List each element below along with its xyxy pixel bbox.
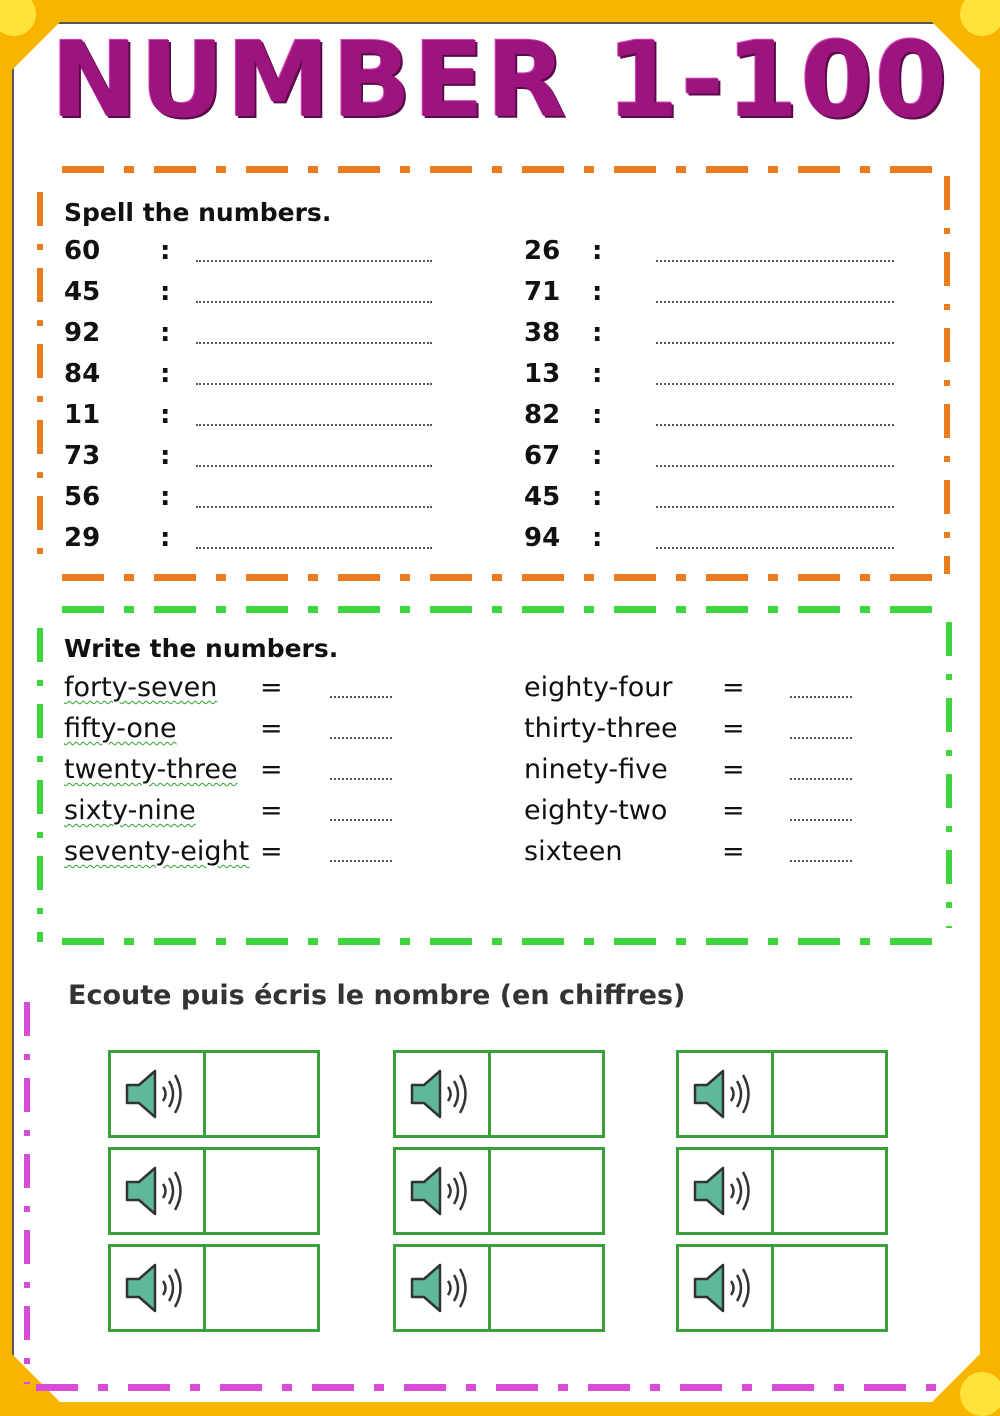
- answer-line[interactable]: [330, 696, 392, 698]
- section2-border-left: [37, 628, 43, 942]
- answer-line[interactable]: [656, 547, 894, 549]
- speaker-icon: [689, 1160, 761, 1222]
- answer-line[interactable]: [656, 506, 894, 508]
- number-label: 29: [64, 523, 101, 553]
- answer-line[interactable]: [196, 260, 432, 262]
- equals-sign: =: [722, 713, 745, 744]
- number-label: 73: [64, 441, 101, 471]
- section1-border-right: [944, 176, 950, 574]
- answer-line[interactable]: [196, 547, 432, 549]
- number-word: eighty-two: [524, 795, 668, 826]
- equals-sign: =: [722, 672, 745, 703]
- answer-field[interactable]: [206, 1247, 317, 1329]
- equals-sign: =: [260, 672, 283, 703]
- section1-border-left: [37, 192, 43, 572]
- number-word: sixteen: [524, 836, 623, 867]
- speaker-icon: [121, 1160, 193, 1222]
- number-label: 84: [64, 359, 101, 389]
- section3-border-bottom: [36, 1384, 936, 1391]
- number-label: 45: [64, 277, 101, 307]
- answer-line[interactable]: [790, 778, 852, 780]
- answer-field[interactable]: [491, 1150, 602, 1232]
- answer-line[interactable]: [330, 778, 392, 780]
- section2-heading: Write the numbers.: [64, 634, 339, 663]
- number-label: 67: [524, 441, 561, 471]
- listening-box: [108, 1244, 320, 1332]
- listening-box: [676, 1147, 888, 1235]
- section2-border-right: [946, 622, 952, 928]
- speaker-icon: [406, 1257, 478, 1319]
- number-label: 45: [524, 482, 561, 512]
- equals-sign: =: [260, 754, 283, 785]
- number-label: 94: [524, 523, 561, 553]
- colon-sign: :: [592, 318, 603, 348]
- answer-field[interactable]: [774, 1053, 885, 1135]
- number-label: 26: [524, 236, 561, 266]
- listening-box: [108, 1050, 320, 1138]
- colon-sign: :: [160, 482, 171, 512]
- number-word: twenty-three: [64, 754, 238, 785]
- listening-box: [108, 1147, 320, 1235]
- answer-line[interactable]: [656, 260, 894, 262]
- colon-sign: :: [592, 359, 603, 389]
- answer-line[interactable]: [656, 383, 894, 385]
- number-word: thirty-three: [524, 713, 678, 744]
- listening-box: [676, 1050, 888, 1138]
- equals-sign: =: [722, 795, 745, 826]
- speaker-icon: [689, 1257, 761, 1319]
- colon-sign: :: [160, 359, 171, 389]
- number-label: 92: [64, 318, 101, 348]
- equals-sign: =: [260, 795, 283, 826]
- equals-sign: =: [260, 836, 283, 867]
- number-label: 60: [64, 236, 101, 266]
- section1-border-top: [62, 166, 950, 173]
- corner-decoration: [960, 1372, 1000, 1416]
- play-audio-button[interactable]: [679, 1150, 774, 1232]
- answer-line[interactable]: [196, 465, 432, 467]
- number-word: forty-seven: [64, 672, 218, 703]
- number-label: 13: [524, 359, 561, 389]
- answer-line[interactable]: [330, 860, 392, 862]
- answer-line[interactable]: [656, 301, 894, 303]
- equals-sign: =: [260, 713, 283, 744]
- number-label: 11: [64, 400, 101, 430]
- answer-line[interactable]: [330, 737, 392, 739]
- answer-field[interactable]: [491, 1053, 602, 1135]
- speaker-icon: [406, 1063, 478, 1125]
- answer-field[interactable]: [774, 1150, 885, 1232]
- answer-field[interactable]: [206, 1053, 317, 1135]
- speaker-icon: [121, 1063, 193, 1125]
- answer-line[interactable]: [790, 860, 852, 862]
- section1-border-bottom: [62, 574, 950, 581]
- section1-heading: Spell the numbers.: [64, 198, 332, 227]
- colon-sign: :: [592, 277, 603, 307]
- colon-sign: :: [592, 482, 603, 512]
- number-label: 71: [524, 277, 561, 307]
- answer-line[interactable]: [790, 696, 852, 698]
- listening-box: [393, 1050, 605, 1138]
- answer-line[interactable]: [196, 506, 432, 508]
- equals-sign: =: [722, 836, 745, 867]
- answer-line[interactable]: [656, 465, 894, 467]
- play-audio-button[interactable]: [396, 1053, 491, 1135]
- colon-sign: :: [160, 523, 171, 553]
- answer-line[interactable]: [196, 383, 432, 385]
- answer-line[interactable]: [330, 819, 392, 821]
- answer-field[interactable]: [206, 1150, 317, 1232]
- page-title: NUMBER 1-100: [50, 19, 950, 141]
- number-label: 56: [64, 482, 101, 512]
- colon-sign: :: [160, 441, 171, 471]
- number-label: 82: [524, 400, 561, 430]
- colon-sign: :: [592, 400, 603, 430]
- colon-sign: :: [592, 523, 603, 553]
- play-audio-button[interactable]: [679, 1247, 774, 1329]
- number-word: seventy-eight: [64, 836, 250, 867]
- number-label: 38: [524, 318, 561, 348]
- play-audio-button[interactable]: [111, 1053, 206, 1135]
- answer-line[interactable]: [196, 424, 432, 426]
- speaker-icon: [406, 1160, 478, 1222]
- answer-field[interactable]: [491, 1247, 602, 1329]
- colon-sign: :: [160, 400, 171, 430]
- answer-line[interactable]: [790, 819, 852, 821]
- answer-line[interactable]: [656, 342, 894, 344]
- colon-sign: :: [592, 441, 603, 471]
- section3-border-left: [24, 1002, 30, 1384]
- equals-sign: =: [722, 754, 745, 785]
- listening-box: [393, 1147, 605, 1235]
- answer-line[interactable]: [790, 737, 852, 739]
- listening-box: [676, 1244, 888, 1332]
- answer-line[interactable]: [656, 424, 894, 426]
- answer-line[interactable]: [196, 342, 432, 344]
- play-audio-button[interactable]: [111, 1247, 206, 1329]
- number-word: ninety-five: [524, 754, 668, 785]
- play-audio-button[interactable]: [396, 1150, 491, 1232]
- section3-heading: Ecoute puis écris le nombre (en chiffres): [68, 980, 686, 1011]
- answer-field[interactable]: [774, 1247, 885, 1329]
- number-word: sixty-nine: [64, 795, 196, 826]
- speaker-icon: [689, 1063, 761, 1125]
- answer-line[interactable]: [196, 301, 432, 303]
- colon-sign: :: [592, 236, 603, 266]
- listening-box: [393, 1244, 605, 1332]
- section2-border-top: [62, 606, 950, 613]
- colon-sign: :: [160, 236, 171, 266]
- colon-sign: :: [160, 277, 171, 307]
- play-audio-button[interactable]: [111, 1150, 206, 1232]
- play-audio-button[interactable]: [679, 1053, 774, 1135]
- colon-sign: :: [160, 318, 171, 348]
- play-audio-button[interactable]: [396, 1247, 491, 1329]
- number-word: eighty-four: [524, 672, 673, 703]
- section2-border-bottom: [62, 938, 950, 945]
- speaker-icon: [121, 1257, 193, 1319]
- number-word: fifty-one: [64, 713, 177, 744]
